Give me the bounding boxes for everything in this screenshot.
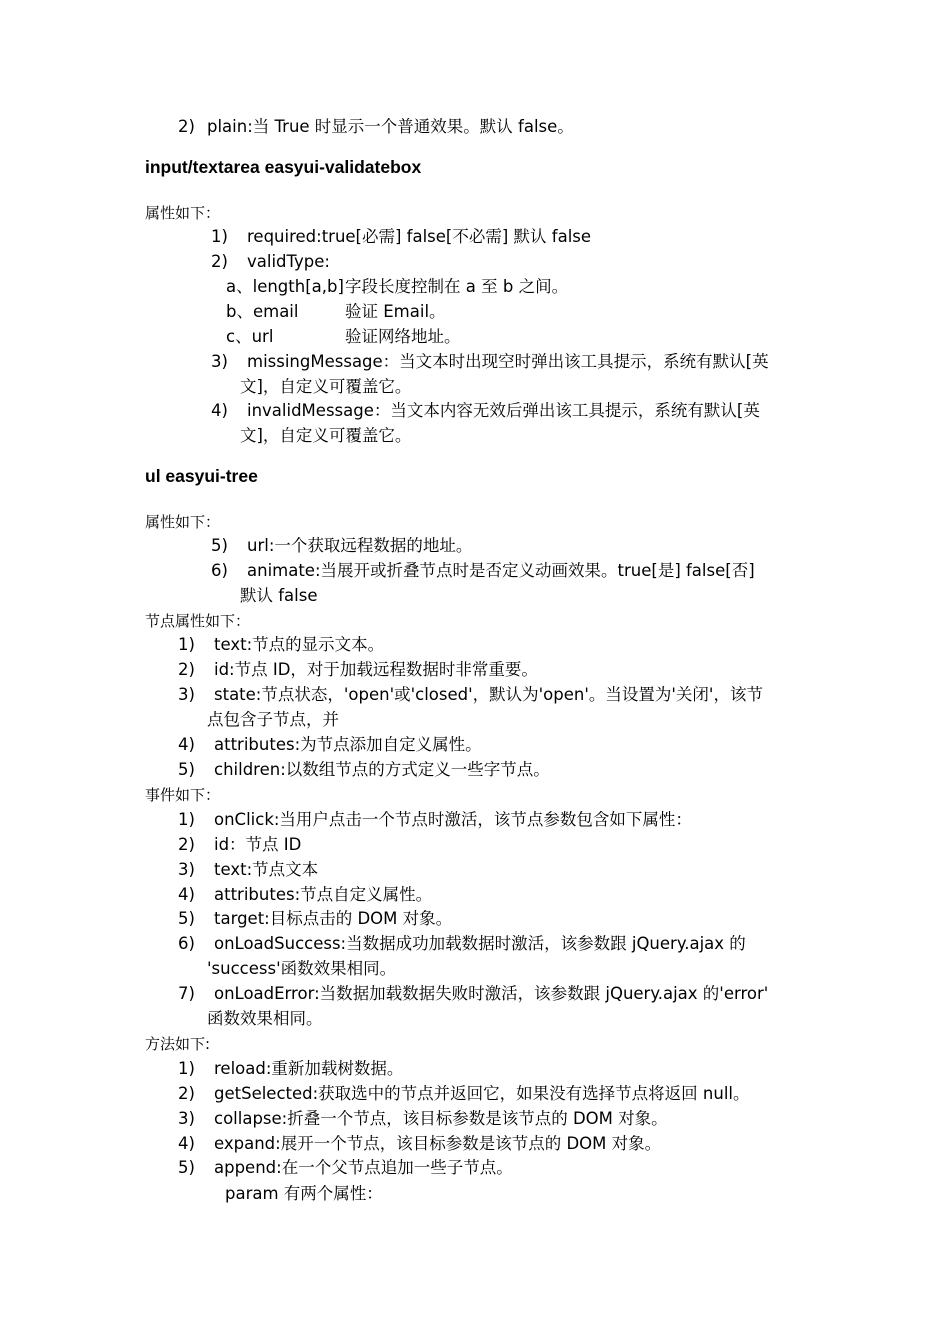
list-item-text: getSelected:获取选中的节点并返回它，如果没有选择节点将返回 null。 bbox=[214, 1084, 750, 1103]
param-note: param 有两个属性： bbox=[225, 1184, 383, 1203]
list-item-text-cont: 点包含子节点，并 bbox=[207, 710, 339, 729]
sub-item-key: a、length[a,b] bbox=[226, 277, 344, 296]
list-number: 2) bbox=[178, 835, 195, 854]
list-number: 5) bbox=[211, 536, 228, 555]
list-item-text: validType: bbox=[247, 252, 330, 271]
list-number: 1) bbox=[178, 810, 195, 829]
list-item-text: onLoadError:当数据加载数据失败时激活，该参数跟 jQuery.ajax 的'error' bbox=[214, 984, 769, 1003]
list-item-text: invalidMessage：当文本内容无效后弹出该工具提示，系统有默认[英 bbox=[247, 401, 760, 420]
sub-item-desc: 验证网络地址。 bbox=[345, 327, 461, 346]
section-label: 属性如下： bbox=[145, 204, 221, 222]
list-number: 6) bbox=[178, 934, 195, 953]
list-number: 3) bbox=[178, 685, 195, 704]
list-item-text-cont: 默认 false bbox=[240, 586, 318, 605]
list-item-text: state:节点状态，'open'或'closed'，默认为'open'。当设置为'关闭'，该节 bbox=[214, 685, 763, 704]
section-label: 属性如下： bbox=[145, 513, 221, 531]
list-number: 1) bbox=[211, 227, 228, 246]
list-item-text: attributes:节点自定义属性。 bbox=[214, 885, 433, 904]
list-item-text: attributes:为节点添加自定义属性。 bbox=[214, 735, 482, 754]
list-number: 4) bbox=[178, 885, 195, 904]
list-item-text: expand:展开一个节点，该目标参数是该节点的 DOM 对象。 bbox=[214, 1134, 662, 1153]
list-item-text: required:true[必需] false[不必需] 默认 false bbox=[247, 227, 592, 246]
list-number: 1) bbox=[178, 1059, 195, 1078]
list-item-text: url:一个获取远程数据的地址。 bbox=[247, 536, 473, 555]
list-item-text: id:节点 ID，对于加载远程数据时非常重要。 bbox=[214, 660, 538, 679]
list-number: 4) bbox=[211, 401, 228, 420]
list-item-text-cont: 文]，自定义可覆盖它。 bbox=[240, 426, 412, 445]
sub-item-desc: 字段长度控制在 a 至 b 之间。 bbox=[345, 277, 569, 296]
list-item-text: onLoadSuccess:当数据成功加载数据时激活，该参数跟 jQuery.ajax 的 bbox=[214, 934, 746, 953]
list-number: 4) bbox=[178, 1134, 195, 1153]
list-item-text: target:目标点击的 DOM 对象。 bbox=[214, 909, 453, 928]
list-number: 6) bbox=[211, 561, 228, 580]
list-number: 2) bbox=[178, 660, 195, 679]
list-item-text: animate:当展开或折叠节点时是否定义动画效果。true[是] false[否] bbox=[247, 561, 755, 580]
list-item-text: plain:当 True 时显示一个普通效果。默认 false。 bbox=[207, 117, 574, 136]
section-label: 事件如下： bbox=[145, 786, 221, 804]
list-item-text: collapse:折叠一个节点，该目标参数是该节点的 DOM 对象。 bbox=[214, 1109, 668, 1128]
list-number: 2) bbox=[178, 1084, 195, 1103]
list-number: 3) bbox=[211, 352, 228, 371]
list-number: 7) bbox=[178, 984, 195, 1003]
list-item-text: text:节点的显示文本。 bbox=[214, 635, 385, 654]
sub-item-key: b、email bbox=[226, 302, 299, 321]
section-heading-tree: ul easyui-tree bbox=[145, 466, 258, 486]
list-item-text: id：节点 ID bbox=[214, 835, 302, 854]
list-item-text: onClick:当用户点击一个节点时激活，该节点参数包含如下属性： bbox=[214, 810, 692, 829]
list-item-text-cont: 文]，自定义可覆盖它。 bbox=[240, 377, 412, 396]
list-item-text: text:节点文本 bbox=[214, 860, 319, 879]
list-item-text: reload:重新加载树数据。 bbox=[214, 1059, 404, 1078]
list-item-text-cont: 'success'函数效果相同。 bbox=[207, 959, 397, 978]
section-label: 方法如下: bbox=[145, 1035, 211, 1053]
list-item-text: missingMessage：当文本时出现空时弹出该工具提示，系统有默认[英 bbox=[247, 352, 769, 371]
list-number: 5) bbox=[178, 1158, 195, 1177]
list-number: 2) bbox=[211, 252, 228, 271]
list-number: 4) bbox=[178, 735, 195, 754]
sub-item-key: c、url bbox=[226, 327, 274, 346]
list-item-text-cont: 函数效果相同。 bbox=[207, 1009, 323, 1028]
section-label: 节点属性如下： bbox=[145, 612, 251, 630]
list-number: 3) bbox=[178, 860, 195, 879]
list-number: 1) bbox=[178, 635, 195, 654]
list-item-text: append:在一个父节点追加一些子节点。 bbox=[214, 1158, 513, 1177]
list-item-text: children:以数组节点的方式定义一些字节点。 bbox=[214, 760, 550, 779]
list-number: 5) bbox=[178, 909, 195, 928]
list-number: 2) bbox=[178, 117, 195, 136]
section-heading-validatebox: input/textarea easyui-validatebox bbox=[145, 157, 422, 177]
sub-item-desc: 验证 Email。 bbox=[345, 302, 446, 321]
list-number: 3) bbox=[178, 1109, 195, 1128]
list-number: 5) bbox=[178, 760, 195, 779]
